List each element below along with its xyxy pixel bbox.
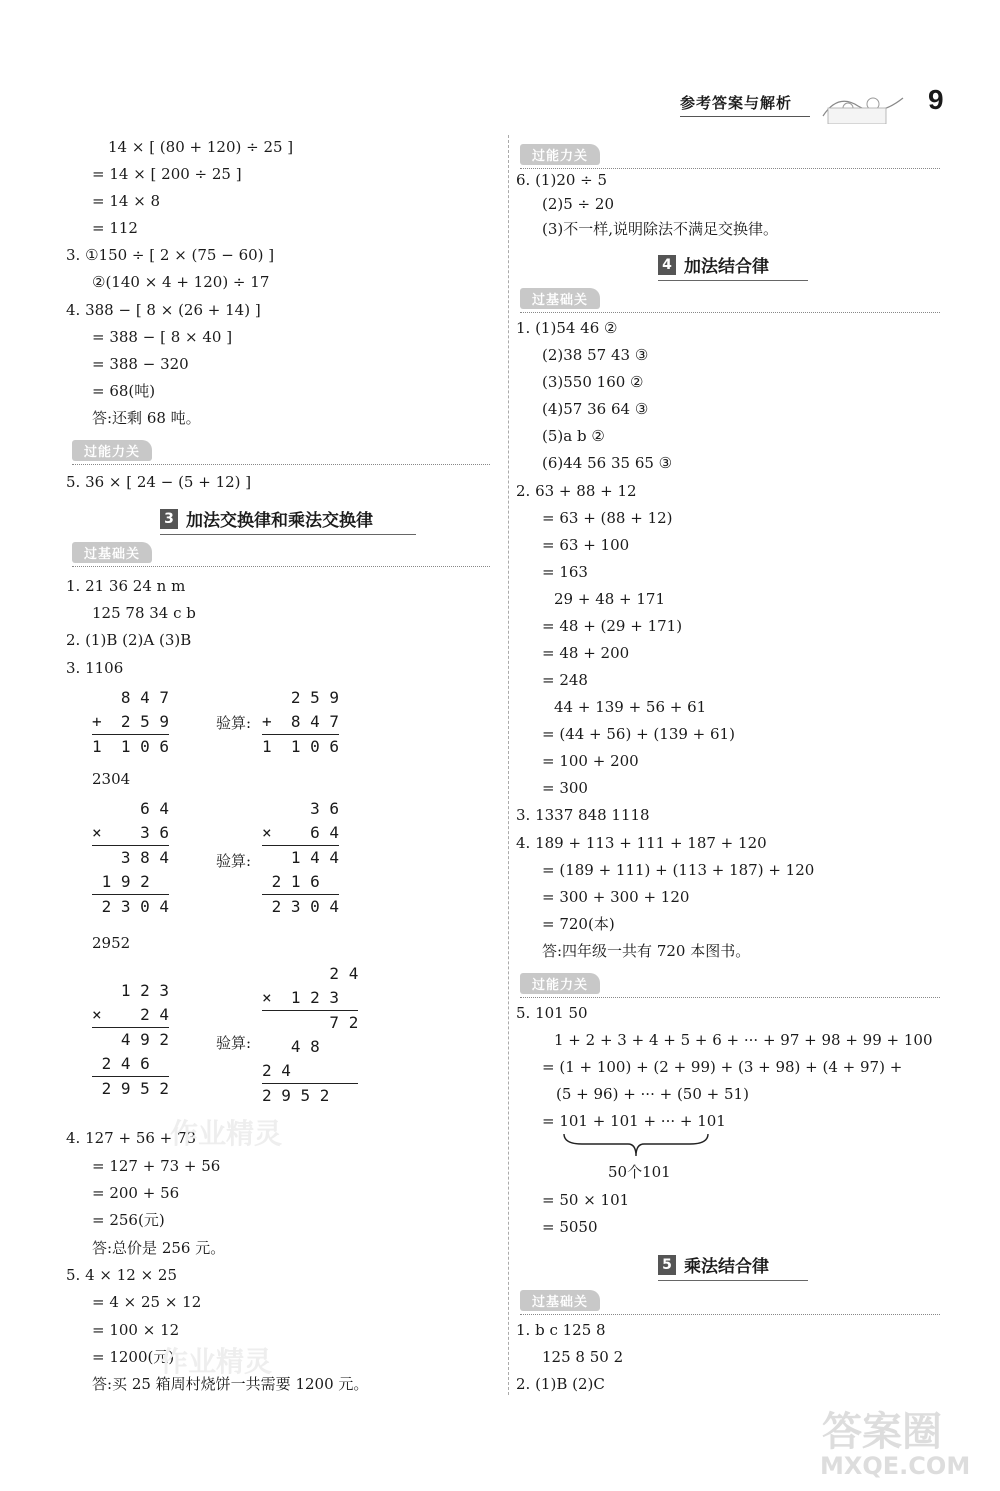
calc-row: 1 1 0 6 [262,734,339,759]
answer-line: 4. 388 − [ 8 × (26 + 14) ] [66,301,261,319]
heading-number: 5 [658,1255,676,1275]
page-header [680,84,980,128]
calc-row: 1 1 0 6 [92,734,169,759]
answer-line: 3. 1106 [66,659,124,677]
page-number: 9 [928,84,944,115]
heading-number: 4 [658,255,676,275]
calc-row: 2 3 0 4 [262,894,339,919]
answer-line: = 14 × [ 200 ÷ 25 ] [92,165,242,183]
calc-row: × 2 4 [92,1005,170,1024]
calc-row: 1 2 3 [92,981,170,1000]
section-bar-guoneng [72,440,490,465]
vertical-multiplication-check [262,962,358,1108]
answer-line: = 63 + (88 + 12) [542,509,673,527]
vertical-multiplication [92,979,169,1101]
answer-line: 答:还剩 68 吨。 [92,409,201,427]
answer-line: = 388 − [ 8 × 40 ] [92,328,233,346]
section-heading-3 [160,506,416,535]
answer-line: = 112 [92,219,138,237]
answer-line: 29 + 48 + 171 [554,590,666,608]
answer-line: (2)38 57 43 ③ [542,346,649,364]
calc-row: 2 9 5 2 [92,1076,169,1101]
answer-line: = 248 [542,671,588,689]
vertical-multiplication-check [262,797,339,919]
answer-line: = 300 [542,779,588,797]
answer-line: 2. (1)B (2)C [516,1375,605,1393]
section-label: 过基础关 [520,1290,600,1311]
answer-line: 125 78 34 c b [92,604,196,622]
calc-row: × 1 2 3 [262,988,340,1007]
answer-line: (5)a b ② [542,427,605,445]
calc-row: 4 9 2 [92,1027,169,1052]
answer-line: 3. ①150 ÷ [ 2 × (75 − 60) ] [66,246,275,264]
answer-line: 2. (1)B (2)A (3)B [66,631,192,649]
calc-row: 2 1 6 [262,872,340,891]
section-bar-guoji [520,288,940,313]
answer-line: = (44 + 56) + (139 + 61) [542,725,735,743]
heading-title: 加法交换律和乘法交换律 [186,511,373,531]
section-bar-guoneng [520,144,940,169]
answer-line: = 388 − 320 [92,355,189,373]
answer-line: = 101 + 101 + ··· + 101 [542,1112,726,1130]
calc-row: 2 3 0 4 [92,894,169,919]
answer-line: 2304 [92,770,131,788]
check-label: 验算: [216,852,252,870]
answer-line: = 48 + (29 + 171) [542,617,683,635]
watermark-logo: 答案圈 [822,1409,942,1455]
answer-line: = 100 × 12 [92,1321,180,1339]
calc-row: 8 4 7 [92,688,170,707]
calc-row: 2 4 [262,1061,349,1080]
check-label: 验算: [216,1034,252,1052]
answer-line: 1 + 2 + 3 + 4 + 5 + 6 + ··· + 97 + 98 + 99 + 100 [554,1031,933,1049]
header-title: 参考答案与解析 [680,94,793,112]
section-label: 过基础关 [520,288,600,309]
vertical-addition [92,686,169,759]
section-label: 过能力关 [520,144,600,165]
answer-line: = 100 + 200 [542,752,639,770]
calc-row: 1 4 4 [262,845,339,870]
calc-row: 3 8 4 [92,845,169,870]
section-label: 过能力关 [72,440,152,461]
calc-row: 2 4 [262,964,359,983]
answer-line: 2952 [92,934,131,952]
calc-row: 3 6 [262,799,340,818]
section-heading-5 [658,1252,808,1281]
calc-row: 2 9 5 2 [262,1083,358,1108]
answer-line: 5. 36 × [ 24 − (5 + 12) ] [66,473,252,491]
vertical-addition-check [262,686,339,759]
answer-line: = 50 × 101 [542,1191,630,1209]
answer-line: 5. 101 50 [516,1004,588,1022]
answer-line: = (189 + 111) + (113 + 187) + 120 [542,861,815,879]
header-decoration-icon [818,88,908,124]
answer-line: 答:总价是 256 元。 [92,1239,226,1257]
heading-title: 乘法结合律 [684,1257,769,1277]
answer-line: = (1 + 100) + (2 + 99) + (3 + 98) + (4 + 97) + [542,1058,903,1076]
answer-line: 答:买 25 箱周村烧饼一共需要 1200 元。 [92,1375,369,1393]
answer-line: = 127 + 73 + 56 [92,1157,221,1175]
answer-line: = 256(元) [92,1211,165,1229]
calc-row: × 3 6 [92,823,170,842]
answer-line: 4. 127 + 56 + 73 [66,1129,197,1147]
answer-line: 答:四年级一共有 720 本图书。 [542,942,751,960]
calc-row: + 8 4 7 [262,712,340,731]
section-label: 过基础关 [72,542,152,563]
calc-row: × 6 4 [262,823,340,842]
check-label: 验算: [216,714,252,732]
section-bar-guoji [72,542,490,567]
answer-line: = 14 × 8 [92,192,161,210]
section-bar-guoji [520,1290,940,1315]
answer-line: = 63 + 100 [542,536,630,554]
heading-number: 3 [160,509,178,529]
answer-line: = 68(吨) [92,382,156,400]
column-divider [508,135,509,1395]
answer-line: 4. 189 + 113 + 111 + 187 + 120 [516,834,767,852]
section-heading-4 [658,252,808,281]
watermark-site: MXQE.COM [820,1452,971,1480]
calc-row: + 2 5 9 [92,712,170,731]
answer-line: 6. (1)20 ÷ 5 [516,171,608,189]
calc-row: 4 8 [262,1037,340,1056]
calc-row: 2 4 6 [92,1054,170,1073]
vertical-multiplication [92,797,169,919]
answer-line: ②(140 × 4 + 120) ÷ 17 [92,273,270,291]
answer-line: = 163 [542,563,588,581]
calc-row: 2 5 9 [262,688,340,707]
answer-line: 1. (1)54 46 ② [516,319,618,337]
watermark-text: 作业精灵 [160,1345,273,1378]
heading-title: 加法结合律 [684,257,769,277]
answer-line: 5. 4 × 12 × 25 [66,1266,178,1284]
calc-row: 6 4 [92,799,170,818]
answer-line: 3. 1337 848 1118 [516,806,650,824]
calc-row: 7 2 [262,1010,358,1035]
brace-label: 50个101 [608,1163,671,1181]
answer-line: (3)不一样,说明除法不满足交换律。 [542,220,779,238]
watermark-text: 作业精灵 [170,1117,283,1150]
answer-line: = 720(本) [542,915,615,933]
answer-line: 44 + 139 + 56 + 61 [554,698,707,716]
answer-line: = 4 × 25 × 12 [92,1293,202,1311]
answer-line: = 300 + 300 + 120 [542,888,690,906]
section-label: 过能力关 [520,973,600,994]
section-bar-guoneng [520,973,940,998]
answer-line: = 48 + 200 [542,644,630,662]
header-rule [680,116,810,117]
answer-line: (3)550 160 ② [542,373,644,391]
calc-row: 1 9 2 [92,872,170,891]
answer-line: 14 × [ (80 + 120) ÷ 25 ] [108,138,294,156]
answer-line: 1. b c 125 8 [516,1321,606,1339]
answer-line: 125 8 50 2 [542,1348,624,1366]
answer-line: = 1200(元) [92,1348,175,1366]
answer-line: (2)5 ÷ 20 [542,195,614,213]
answer-line: = 200 + 56 [92,1184,180,1202]
answer-line: = 5050 [542,1218,598,1236]
answer-line: 1. 21 36 24 n m [66,577,186,595]
brace-icon [562,1132,710,1160]
answer-line: (5 + 96) + ··· + (50 + 51) [556,1085,749,1103]
answer-line: (6)44 56 35 65 ③ [542,454,673,472]
answer-line: (4)57 36 64 ③ [542,400,649,418]
answer-line: 2. 63 + 88 + 12 [516,482,637,500]
